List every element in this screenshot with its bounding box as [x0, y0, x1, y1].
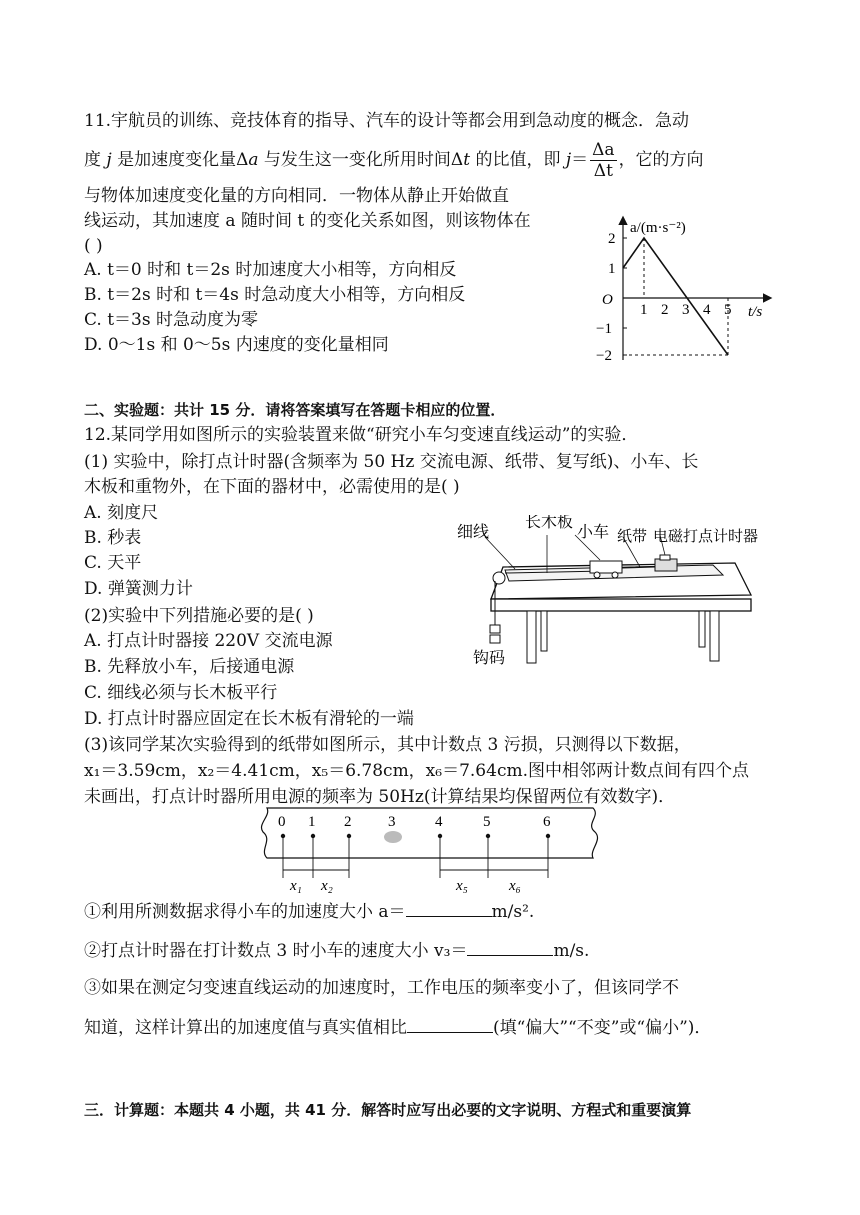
q12-part1-line2: 木板和重物外，在下面的器材中，必需使用的是( )	[84, 477, 460, 497]
sub2-unit: m/s.	[553, 941, 590, 961]
point-label: 0	[278, 814, 286, 830]
q11-text: 与发生这一变化所用时间Δ	[258, 150, 464, 170]
q11-text: ，它的方向	[618, 150, 704, 170]
count-point	[281, 834, 285, 838]
q11-line5: ( )	[84, 236, 103, 256]
origin-label: O	[602, 292, 613, 308]
q11-var-j: j	[565, 150, 572, 170]
y-tick-label: 1	[608, 261, 616, 277]
q11-line1: 11.宇航员的训练、竞技体育的指导、汽车的设计等都会用到急动度的概念．急动	[84, 111, 690, 131]
y-axis-label: a/(m·s⁻²)	[630, 220, 686, 236]
q11-option-a: A. t＝0 时和 t＝2s 时加速度大小相等，方向相反	[84, 260, 457, 280]
point-label: 6	[543, 814, 551, 830]
x-axis-label: t/s	[748, 304, 763, 320]
y-tick-label: −2	[596, 348, 612, 364]
segment-label: x₆	[509, 878, 521, 894]
x-tick-label: 2	[661, 302, 669, 318]
answer-blank[interactable]	[406, 898, 492, 917]
segment-label: x₂	[321, 878, 333, 894]
car	[590, 561, 622, 573]
sub1-text: ①利用所测数据求得小车的加速度大小 a＝	[84, 902, 406, 922]
q12-part3-line1: (3)该同学某次实验得到的纸带如图所示，其中计数点 3 污损，只测得以下数据，	[84, 735, 691, 755]
q12-part1-option: C. 天平	[84, 553, 142, 573]
label-tape: 纸带	[617, 529, 648, 545]
q12-part1-option: B. 秒表	[84, 528, 142, 548]
table-leg	[710, 611, 719, 661]
x-tick-label: 1	[640, 302, 648, 318]
q12-sub3-line2	[84, 1014, 711, 1041]
table-leg	[527, 611, 536, 663]
y-tick-label: 2	[608, 231, 616, 247]
timer	[655, 559, 677, 571]
label-timer: 电磁打点计时器	[653, 529, 759, 545]
sub2-text: ②打点计时器在打计数点 3 时小车的速度大小 v₃＝	[84, 941, 468, 961]
q11-option-b: B. t＝2s 时和 t＝4s 时急动度大小相等，方向相反	[84, 285, 466, 305]
q12-part2-option: C. 细线必须与长木板平行	[84, 683, 278, 703]
q11-var-j: j	[106, 150, 112, 170]
q11-var-a: a	[248, 150, 259, 170]
y-tick-label: −1	[596, 321, 612, 337]
fraction-numerator: Δa	[592, 140, 615, 160]
q12-part1-option: D. 弹簧测力计	[84, 579, 193, 599]
q11-option-c: C. t＝3s 时急动度为零	[84, 310, 258, 330]
point-label: 2	[344, 814, 352, 830]
stained-point	[384, 831, 402, 843]
acceleration-time-graph	[590, 210, 780, 370]
q11-equals: ＝	[571, 150, 589, 170]
label-thread: 细线	[457, 524, 490, 541]
q12-part2-option: A. 打点计时器接 220V 交流电源	[84, 631, 333, 651]
timer-top	[660, 555, 670, 560]
segment-label: x₁	[290, 878, 302, 894]
q12-part2-option: B. 先释放小车，后接通电源	[84, 657, 295, 677]
q12-sub2	[84, 937, 589, 964]
q11-var-t: t	[463, 150, 471, 170]
q12-sub1	[84, 898, 534, 925]
label-weight: 钩码	[473, 650, 506, 667]
weight	[490, 635, 500, 643]
q11-line3: 与物体加速度变化量的方向相同．一物体从静止开始做直	[84, 186, 509, 206]
fraction-denominator: Δt	[593, 161, 613, 181]
point-label: 3	[388, 814, 396, 830]
q11-text: 度	[84, 150, 107, 170]
sub3-text: (填“偏大”“不变”或“偏小”)．	[493, 1018, 712, 1038]
q11-line4: 线运动，其加速度 a 随时间 t 的变化关系如图，则该物体在	[84, 211, 531, 231]
q12-part3-line3: 未画出，打点计时器所用电源的频率为 50Hz(计算结果均保留两位有效数字)．	[84, 787, 676, 807]
q12-intro: 12.某同学用如图所示的实验装置来做“研究小车匀变速直线运动”的实验．	[84, 425, 639, 445]
x-tick-label: 5	[724, 302, 732, 318]
q12-sub3-line1: ③如果在测定匀变速直线运动的加速度时，工作电压的频率变小了，但该同学不	[84, 978, 679, 998]
count-point	[546, 834, 550, 838]
q12-part1-option: A. 刻度尺	[84, 503, 159, 523]
label-board: 长木板	[525, 515, 574, 531]
paper-tape-figure	[255, 806, 605, 896]
segment-label: x₅	[456, 878, 468, 894]
car-wheel	[612, 572, 618, 578]
q11-text: 是加速度变化量Δ	[111, 150, 249, 170]
point-label: 5	[483, 814, 491, 830]
answer-blank[interactable]	[467, 937, 553, 956]
answer-blank[interactable]	[407, 1014, 493, 1033]
car-wheel	[594, 572, 600, 578]
sub1-unit: m/s².	[491, 902, 535, 922]
q12-part3-line2: x₁＝3.59cm，x₂＝4.41cm，x₅＝6.78cm，x₆＝7.64cm.图中相邻两计数点间有四个点	[84, 761, 749, 781]
jerk-fraction	[590, 140, 616, 181]
q11-option-d: D. 0～1s 和 0～5s 内速度的变化量相同	[84, 335, 389, 355]
table-leg	[541, 611, 547, 651]
section-2-heading: 二、实验题：共计 15 分．请将答案填写在答题卡相应的位置．	[84, 401, 506, 419]
count-point	[486, 834, 490, 838]
sub3-text: 知道，这样计算出的加速度值与真实值相比	[84, 1018, 407, 1038]
count-point	[311, 834, 315, 838]
acceleration-line	[623, 238, 728, 355]
point-label: 4	[435, 814, 443, 830]
section-3-heading: 三．计算题：本题共 4 小题，共 41 分．解答时应写出必要的文字说明、方程式和重要演算	[84, 1101, 692, 1119]
x-tick-label: 3	[682, 302, 690, 318]
q11-line2	[84, 140, 704, 181]
count-point	[438, 834, 442, 838]
q11-text: 的比值，即	[470, 150, 566, 170]
q12-part1-line1: (1) 实验中，除打点计时器(含频率为 50 Hz 交流电源、纸带、复写纸)、小车、长	[84, 452, 699, 472]
apparatus-figure	[455, 515, 760, 675]
table-leg	[699, 611, 705, 647]
point-label: 1	[308, 814, 316, 830]
weight	[490, 625, 500, 633]
q12-part2-question: (2)实验中下列措施必要的是( )	[84, 606, 314, 626]
q12-part2-option: D. 打点计时器应固定在长木板有滑轮的一端	[84, 709, 414, 729]
count-point	[347, 834, 351, 838]
x-tick-label: 4	[703, 302, 711, 318]
label-car: 小车	[577, 524, 610, 541]
table-edge	[491, 599, 751, 611]
